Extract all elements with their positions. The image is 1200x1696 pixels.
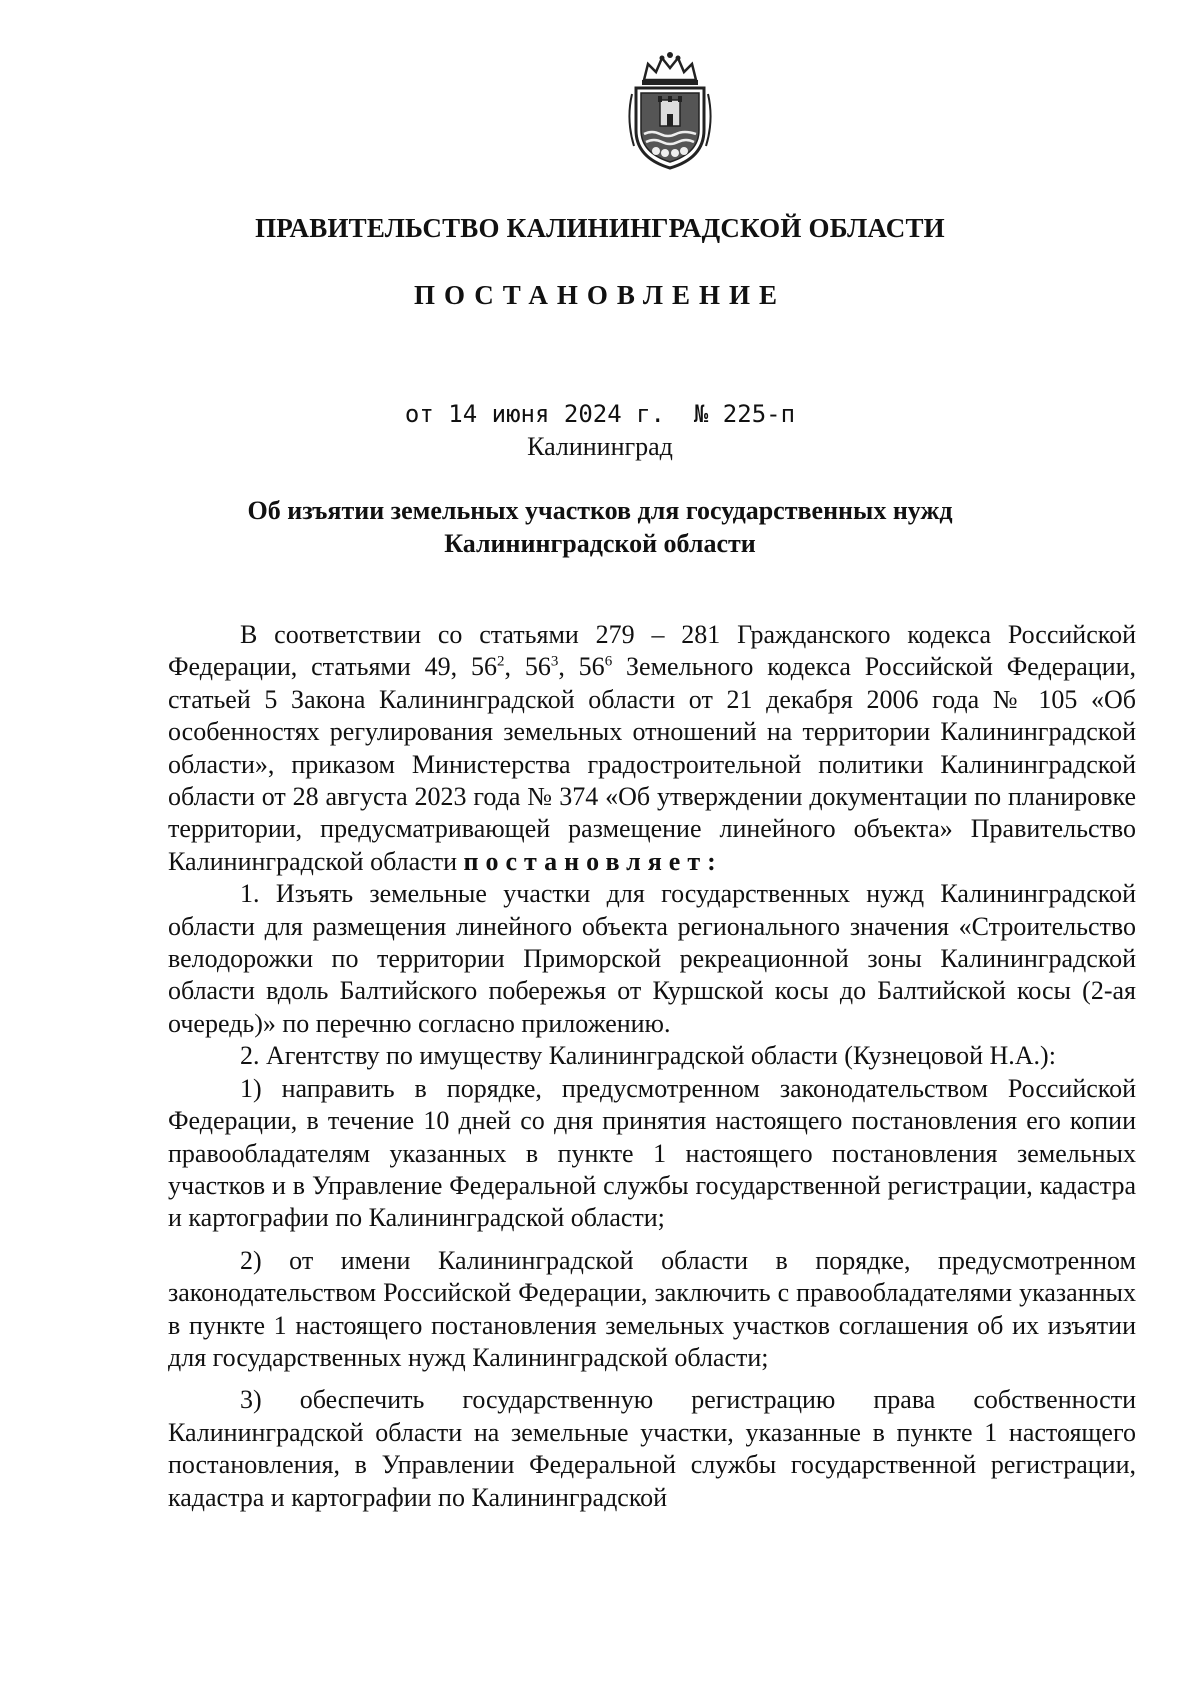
- document-type: ПОСТАНОВЛЕНИЕ: [413, 280, 787, 310]
- preamble-separator-1: , 56: [504, 652, 551, 682]
- item-2-1-paragraph: 1) направить в порядке, предусмотренном законодательством Российской Федерации, в течение 10 дней со дня принятия настоящего постановления его копии правообладателям указанных в пункте 1 настоящего постановления земельных участков и в Управление Федеральной службы государственной регистрации, кадастра и картографии по Калининградской области;: [168, 1073, 1136, 1233]
- item-2-2-paragraph: 2) от имени Калининградской области в порядке, предусмотренном законодательством Российской Федерации, заключить с правообладателями указанных в пункте 1 настоящего постановления земельных участков соглашения об их изъятии для государственных нужд Калининградской области;: [168, 1245, 1136, 1372]
- document-body: [168, 619, 1136, 1514]
- item-1-paragraph: 1. Изъять земельные участки для государственных нужд Калининградской области для размещения линейного объекта регионального значения «Строительство велодорожки по территории Приморской рекреационной зоны Калининградской области вдоль Балтийского побережья от Куршской косы до Балтийской косы (2-ая очередь)» по перечню согласно приложению.: [168, 879, 1136, 1038]
- document-title-line-1: Об изъятии земельных участков для государственных нужд: [247, 496, 953, 525]
- superscript-2: 2: [496, 653, 505, 670]
- document-title: [0, 494, 1200, 560]
- organization-name: ПРАВИТЕЛЬСТВО КАЛИНИНГРАДСКОЙ ОБЛАСТИ: [255, 213, 945, 243]
- item-2-3-paragraph: 3) обеспечить государственную регистрацию права собственности Калининградской области на земельные участки, указанные в пункте 1 настоящего постановления, в Управлении Федеральной службы государственной регистрации, кадастра и картографии по Калининградской: [168, 1385, 1136, 1512]
- preamble-separator-2: , 56: [558, 652, 605, 682]
- preamble-text-1: В соответствии со статьями 279 – 281 Гражданского кодекса Российской Федерации, статьями 49, 56: [168, 620, 1136, 682]
- item-2-paragraph: 2. Агентству по имуществу Калининградской области (Кузнецовой Н.А.):: [240, 1041, 1056, 1071]
- preamble-paragraph: [168, 619, 1136, 878]
- decree-word: постановляет:: [463, 846, 723, 876]
- document-city: Калининград: [527, 432, 673, 461]
- document-title-line-2: Калининградской области: [444, 529, 756, 558]
- coat-of-arms-icon: [622, 50, 718, 172]
- document-date-number: от 14 июня 2024 г. № 225-п: [404, 400, 796, 428]
- superscript-3: 3: [550, 653, 559, 670]
- superscript-6: 6: [604, 653, 613, 670]
- preamble-text-2: Земельного кодекса Российской Федерации, статьей 5 Закона Калининградской области от 21 декабря 2006 года № 105 «Об особенностях регулирования земельных отношений на территории Калининградской области», приказом Министерства градостроительной политики Калининградской области от 28 августа 2023 года № 374 «Об утверждении документации по планировке территории, предусматривающей размещение линейного объекта» Правительство Калининградской области: [168, 652, 1137, 876]
